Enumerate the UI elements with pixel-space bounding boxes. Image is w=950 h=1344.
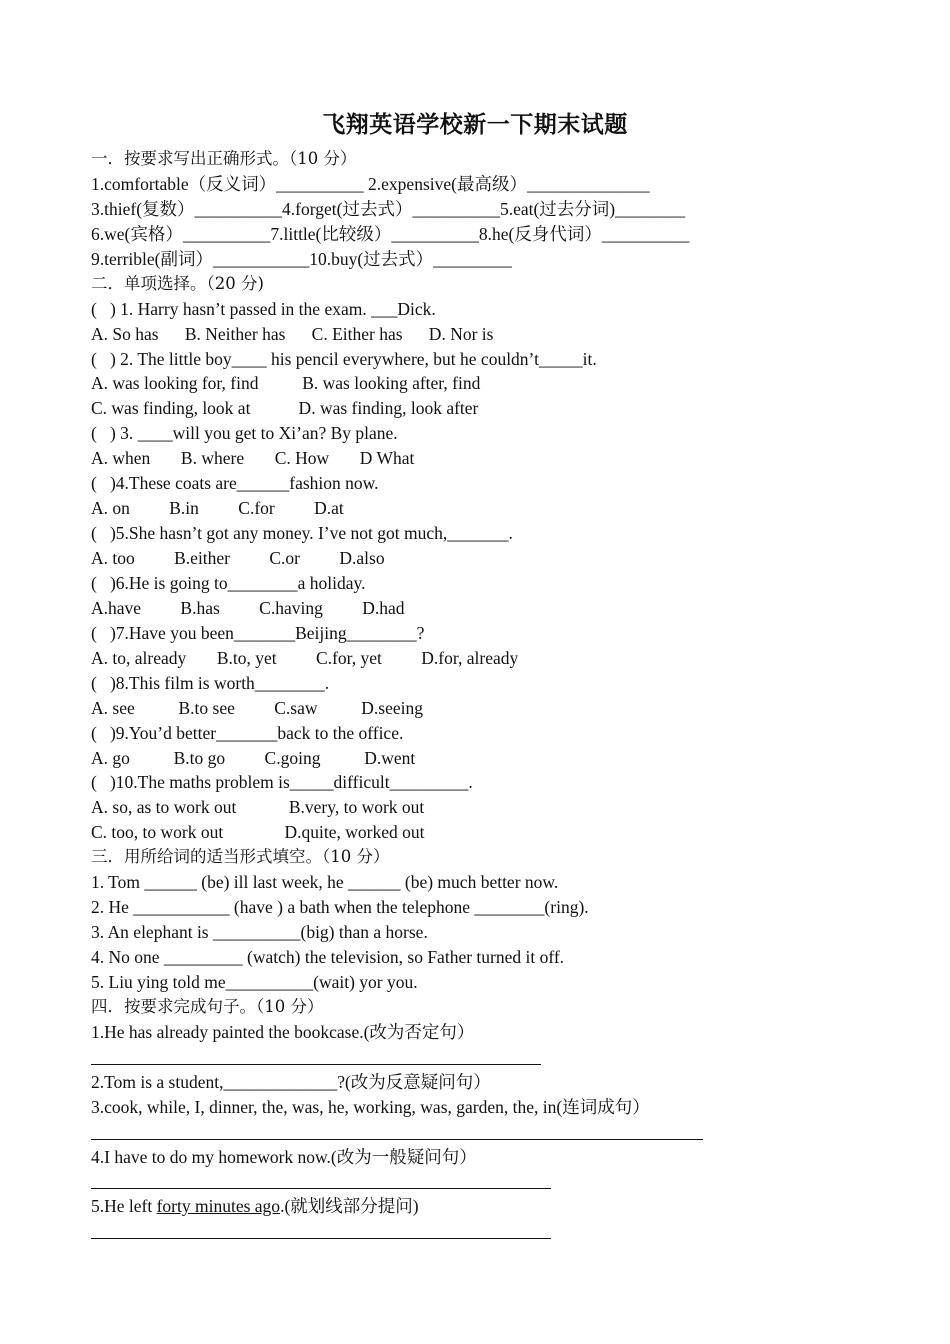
sentence-question: 2.Tom is a student,_____________?(改为反意疑问句）: [91, 1071, 491, 1092]
page-title: 飞翔英语学校新一下期末试题: [322, 111, 628, 138]
sentence-question: 1.He has already painted the bookcase.(改为否定句）: [91, 1021, 475, 1042]
options-line: A. to, already B.to, yet C.for, yet D.for, already: [91, 647, 519, 668]
question-line: ( )5.She hasn’t got any money. I’ve not got much,_______.: [91, 523, 513, 544]
question-line: ( )6.He is going to________a holiday.: [91, 572, 366, 593]
section-1-line: 9.terrible(副词）___________10.buy(过去式）_________: [91, 248, 512, 269]
sentence-question: 3.cook, while, I, dinner, the, was, he, working, was, garden, the, in(连词成句）: [91, 1096, 650, 1117]
section-2-heading: 二．单项选择。（20 分): [91, 273, 264, 293]
options-line: A.have B.has C.having D.had: [91, 597, 405, 618]
options-line: A. when B. where C. How D What: [91, 448, 415, 469]
fill-in-line: 4. No one _________ (watch) the television, so Father turned it off.: [91, 947, 565, 967]
options-line: C. was finding, look at D. was finding, look after: [91, 398, 479, 419]
question-instruction: .(就划线部分提问): [280, 1196, 419, 1217]
question-line: ( ) 2. The little boy____ his pencil everywhere, but he couldn’t_____it.: [91, 348, 597, 369]
fill-in-line: 5. Liu ying told me__________(wait) yor you.: [91, 971, 418, 992]
question-line: ( ) 3. ____will you get to Xi’an? By plane.: [91, 423, 398, 444]
options-line: A. was looking for, find B. was looking after, find: [91, 373, 481, 394]
question-line: ( )4.These coats are______fashion now.: [91, 473, 379, 494]
question-line: ( ) 1. Harry hasn’t passed in the exam. ___Dick.: [91, 298, 436, 319]
section-1-heading: 一．按要求写出正确形式。（10 分）: [91, 149, 357, 168]
options-line: A. go B.to go C.going D.went: [91, 747, 416, 768]
underlined-phrase: forty minutes ago: [156, 1196, 281, 1217]
question-prefix: 5.He left: [91, 1196, 157, 1217]
sentence-question: [91, 1194, 891, 1219]
options-line: A. see B.to see C.saw D.seeing: [91, 697, 423, 718]
fill-in-line: 3. An elephant is __________(big) than a horse.: [91, 922, 428, 943]
question-line: ( )7.Have you been_______Beijing________?: [91, 622, 425, 643]
section-4-heading: 四．按要求完成句子。（10 分）: [91, 996, 324, 1016]
fill-in-line: 1. Tom ______ (be) ill last week, he ______ (be) much better now.: [91, 872, 559, 893]
section-1-line: 6.we(宾格）__________7.little(比较级）__________8.he(反身代词）__________: [91, 223, 690, 244]
section-1-line: 1.comfortable（反义词）__________ 2.expensive(最高级）______________: [91, 173, 650, 194]
question-line: ( )9.You’d better_______back to the office.: [91, 722, 404, 743]
answer-line: [91, 1169, 891, 1194]
options-line: A. So has B. Neither has C. Either has D. Nor is: [91, 323, 494, 344]
options-line: C. too, to work out D.quite, worked out: [91, 822, 425, 843]
options-line: A. on B.in C.for D.at: [91, 498, 344, 519]
section-1-line: 3.thief(复数）__________4.forget(过去式）__________5.eat(过去分词)________: [91, 198, 686, 219]
question-line: ( )8.This film is worth________.: [91, 672, 330, 693]
section-3-heading: 三．用所给词的适当形式填空。（10 分）: [91, 847, 390, 867]
fill-in-line: 2. He ___________ (have ) a bath when the telephone ________(ring).: [91, 897, 589, 918]
exam-content: [91, 147, 891, 1244]
answer-line: [91, 1120, 891, 1145]
options-line: A. so, as to work out B.very, to work out: [91, 797, 425, 818]
answer-line: [91, 1045, 891, 1070]
answer-line: [91, 1219, 891, 1244]
question-line: ( )10.The maths problem is_____difficult_________.: [91, 772, 473, 793]
options-line: A. too B.either C.or D.also: [91, 548, 385, 568]
sentence-question: 4.I have to do my homework now.(改为一般疑问句）: [91, 1146, 477, 1167]
